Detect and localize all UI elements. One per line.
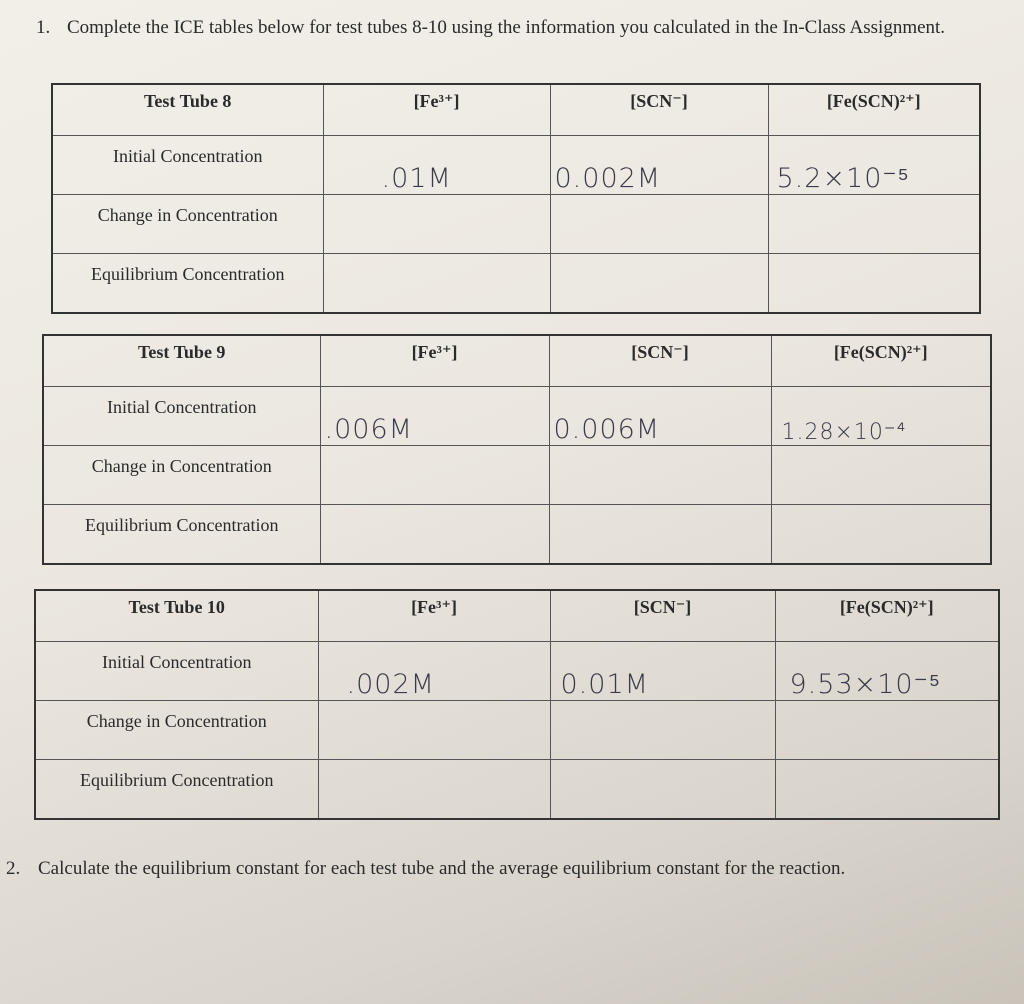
cell-change-scn[interactable] <box>549 446 771 505</box>
column-header-fe: [Fe³⁺] <box>323 84 550 136</box>
row-label-equilibrium: Equilibrium Concentration <box>43 505 320 565</box>
table-title: Test Tube 8 <box>52 84 323 136</box>
column-header-fe: [Fe³⁺] <box>318 590 550 642</box>
table-row <box>52 136 980 195</box>
handwritten-value: 5.2×10⁻⁵ <box>776 163 910 194</box>
table-row <box>43 446 991 505</box>
cell-change-scn[interactable] <box>550 701 775 760</box>
cell-initial-fe[interactable] <box>320 387 549 446</box>
cell-change-fescn[interactable] <box>771 446 991 505</box>
cell-change-scn[interactable] <box>550 195 768 254</box>
row-label-equilibrium: Equilibrium Concentration <box>52 254 323 314</box>
table-row <box>35 642 999 701</box>
cell-equilibrium-fescn[interactable] <box>768 254 980 314</box>
cell-equilibrium-scn[interactable] <box>550 254 768 314</box>
row-label-change: Change in Concentration <box>43 446 320 505</box>
cell-equilibrium-fescn[interactable] <box>775 760 999 820</box>
cell-initial-fe[interactable] <box>323 136 550 195</box>
cell-change-fe[interactable] <box>320 446 549 505</box>
handwritten-value: 0.01M <box>560 669 649 700</box>
cell-equilibrium-fe[interactable] <box>320 505 549 565</box>
column-header-scn: [SCN⁻] <box>549 335 771 387</box>
table-row <box>52 254 980 314</box>
handwritten-value: .01M <box>381 163 452 194</box>
question-1-number: 1. <box>36 17 51 38</box>
question-1-text: Complete the ICE tables below for test tubes 8-10 using the information you calculated in the In-Class Assignment. <box>67 17 946 38</box>
column-header-fescn: [Fe(SCN)²⁺] <box>768 84 980 136</box>
cell-initial-scn[interactable] <box>550 136 768 195</box>
cell-change-fe[interactable] <box>323 195 550 254</box>
column-header-fescn: [Fe(SCN)²⁺] <box>771 335 991 387</box>
table-row <box>35 760 999 820</box>
column-header-scn: [SCN⁻] <box>550 84 768 136</box>
column-header-fe: [Fe³⁺] <box>320 335 549 387</box>
cell-change-fescn[interactable] <box>768 195 980 254</box>
table-row <box>43 387 991 446</box>
cell-equilibrium-scn[interactable] <box>549 505 771 565</box>
table-row <box>52 195 980 254</box>
cell-initial-scn[interactable] <box>549 387 771 446</box>
row-label-initial: Initial Concentration <box>35 642 318 701</box>
cell-equilibrium-fe[interactable] <box>323 254 550 314</box>
table-row <box>35 701 999 760</box>
ice-table-test-tube-10 <box>34 589 1000 820</box>
handwritten-value: .006M <box>324 414 413 445</box>
question-2-text: Calculate the equilibrium constant for each test tube and the average equilibrium constant for the reaction. <box>38 858 846 879</box>
cell-initial-fescn[interactable] <box>775 642 999 701</box>
table-title: Test Tube 9 <box>43 335 320 387</box>
question-2-number: 2. <box>6 858 21 879</box>
ice-table-test-tube-8 <box>51 83 981 314</box>
column-header-scn: [SCN⁻] <box>550 590 775 642</box>
handwritten-value: 1.28×10⁻⁴ <box>781 420 907 445</box>
handwritten-value: 0.002M <box>554 163 662 194</box>
handwritten-value: .002M <box>346 669 435 700</box>
cell-initial-fescn[interactable] <box>768 136 980 195</box>
column-header-fescn: [Fe(SCN)²⁺] <box>775 590 999 642</box>
handwritten-value: 9.53×10⁻⁵ <box>789 669 942 700</box>
cell-equilibrium-fescn[interactable] <box>771 505 991 565</box>
ice-table-test-tube-9 <box>42 334 992 565</box>
cell-change-fescn[interactable] <box>775 701 999 760</box>
handwritten-value: 0.006M <box>553 414 661 445</box>
cell-initial-fe[interactable] <box>318 642 550 701</box>
cell-initial-scn[interactable] <box>550 642 775 701</box>
row-label-initial: Initial Concentration <box>52 136 323 195</box>
cell-initial-fescn[interactable] <box>771 387 991 446</box>
table-title: Test Tube 10 <box>35 590 318 642</box>
row-label-change: Change in Concentration <box>35 701 318 760</box>
row-label-initial: Initial Concentration <box>43 387 320 446</box>
cell-equilibrium-scn[interactable] <box>550 760 775 820</box>
row-label-change: Change in Concentration <box>52 195 323 254</box>
cell-equilibrium-fe[interactable] <box>318 760 550 820</box>
table-row <box>43 505 991 565</box>
cell-change-fe[interactable] <box>318 701 550 760</box>
row-label-equilibrium: Equilibrium Concentration <box>35 760 318 820</box>
